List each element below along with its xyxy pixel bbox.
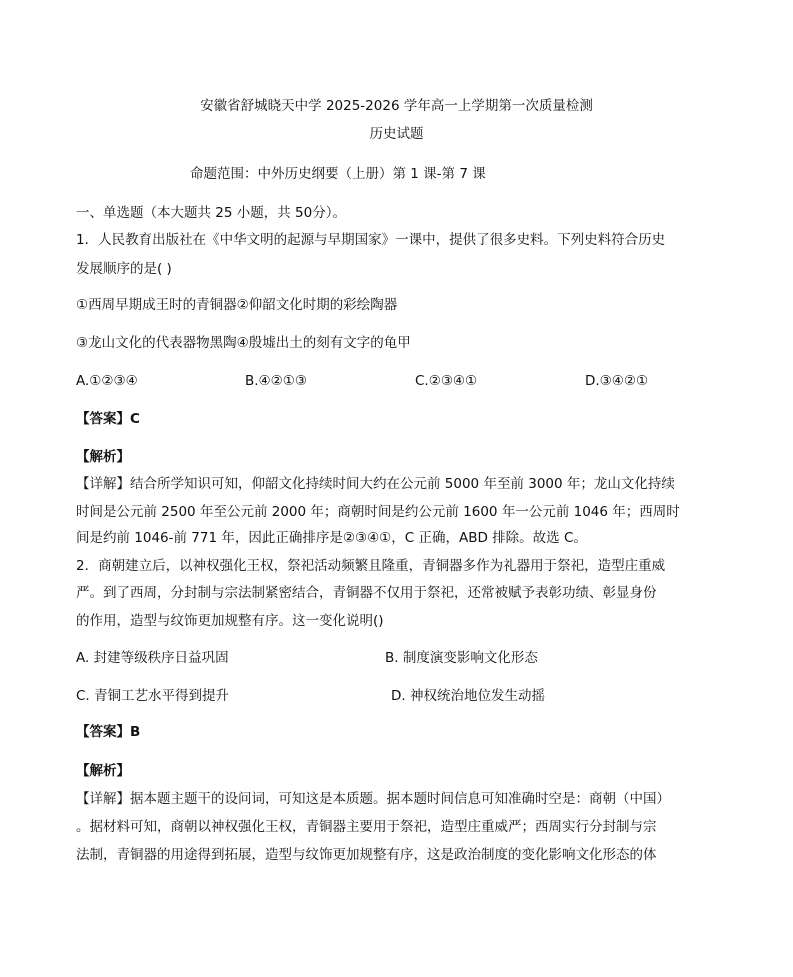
q2-answer bbox=[76, 722, 140, 742]
answer-label: 【答案】 bbox=[76, 411, 130, 427]
q1-items-line-1: ①西周早期成王时的青铜器②仰韶文化时期的彩绘陶器 bbox=[76, 297, 398, 313]
q2-option-c: C. 青铜工艺水平得到提升 bbox=[76, 688, 230, 704]
q2-detail-line-2: 。据材料可知，商朝以神权强化王权，青铜器主要用于祭祀，造型庄重威严；西周实行分封制与宗 bbox=[76, 819, 657, 835]
q2-detail-line-3: 法制，青铜器的用途得到拓展，造型与纹饰更加规整有序，这是政治制度的变化影响文化形态的体 bbox=[76, 847, 657, 863]
q1-detail-line-2: 时间是公元前 2500 年至公元前 2000 年；商朝时间是约公元前 1600 年一公元前 1046 年；西周时 bbox=[76, 504, 680, 520]
q1-detail-line-3: 间是约前 1046-前 771 年，因此正确排序是②③④①，C 正确，ABD 排除。故选 C。 bbox=[76, 530, 587, 546]
q1-option-b: B.④②①③ bbox=[245, 373, 307, 389]
answer-label: 【答案】 bbox=[76, 724, 130, 740]
q1-analysis-label: 【解析】 bbox=[76, 449, 130, 465]
q1-option-a: A.①②③④ bbox=[76, 373, 138, 389]
q2-stem-line-3: 的作用，造型与纹饰更加规整有序。这一变化说明() bbox=[76, 613, 384, 629]
q2-stem-line-1: 2．商朝建立后，以神权强化王权，祭祀活动频繁且隆重，青铜器多作为礼器用于祭祀，造型庄重威 bbox=[76, 558, 666, 574]
exam-scope: 命题范围：中外历史纲要（上册）第 1 课-第 7 课 bbox=[190, 166, 486, 182]
section-heading: 一、单选题（本大题共 25 小题，共 50分）。 bbox=[76, 205, 346, 221]
q1-stem-line-2: 发展顺序的是( ) bbox=[76, 261, 172, 277]
q2-stem-line-2: 严。到了西周，分封制与宗法制紧密结合，青铜器不仅用于祭祀，还常被赋予表彰功绩、彰显身份 bbox=[76, 585, 657, 601]
q1-detail-line-1: 【详解】结合所学知识可知，仰韶文化持续时间大约在公元前 5000 年至前 3000 年；龙山文化持续 bbox=[76, 476, 675, 492]
exam-title: 安徽省舒城晓天中学 2025-2026 学年高一上学期第一次质量检测 bbox=[200, 98, 593, 114]
answer-value: B bbox=[130, 724, 141, 740]
q2-option-b: B. 制度演变影响文化形态 bbox=[385, 650, 538, 666]
q2-option-a: A. 封建等级秩序日益巩固 bbox=[76, 650, 229, 666]
q1-items-line-2: ③龙山文化的代表器物黑陶④殷墟出土的刻有文字的龟甲 bbox=[76, 335, 411, 351]
q2-analysis-label: 【解析】 bbox=[76, 763, 130, 779]
q1-option-d: D.③④②① bbox=[585, 373, 649, 389]
q2-detail-line-1: 【详解】据本题主题干的设问词，可知这是本质题。据本题时间信息可知准确时空是：商朝（中国） bbox=[76, 791, 670, 807]
q2-option-d: D. 神权统治地位发生动摇 bbox=[391, 688, 545, 704]
answer-value: C bbox=[130, 411, 140, 427]
q1-option-c: C.②③④① bbox=[415, 373, 478, 389]
subject-title: 历史试题 bbox=[369, 126, 424, 142]
q1-stem-line-1: 1．人民教育出版社在《中华文明的起源与早期国家》一课中，提供了很多史料。下列史料符合历史 bbox=[76, 232, 666, 248]
q1-answer bbox=[76, 409, 140, 429]
